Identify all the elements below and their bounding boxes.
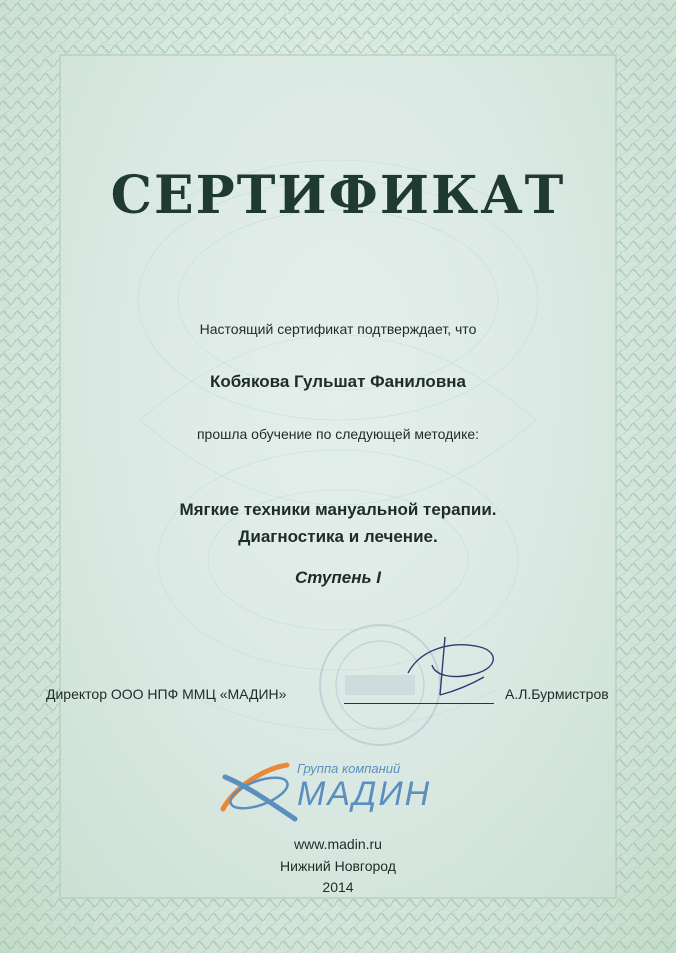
course-title-line-2: Диагностика и лечение. xyxy=(238,527,438,546)
orbit-logo-icon xyxy=(215,757,300,825)
company-logo xyxy=(215,757,455,827)
handwritten-signature xyxy=(400,625,510,705)
course-title-line-1: Мягкие техники мануальной терапии. xyxy=(179,500,497,519)
logo-brand-text: МАДИН xyxy=(297,775,432,813)
website: www.madin.ru xyxy=(294,836,382,852)
city: Нижний Новгород xyxy=(280,858,396,874)
signer-name: А.Л.Бурмистров xyxy=(505,686,609,702)
confirmation-text: Настоящий сертификат подтверждает, что xyxy=(199,321,477,337)
course-level: Ступень I xyxy=(294,568,382,587)
certificate-title: СЕРТИФИКАТ xyxy=(110,165,566,226)
year: 2014 xyxy=(322,879,354,895)
training-text: прошла обучение по следующей методике: xyxy=(196,426,480,442)
recipient-name: Кобякова Гульшат Фаниловна xyxy=(210,372,466,391)
logo-group-text: Группа компаний xyxy=(297,761,401,776)
director-position: Директор ООО НПФ ММЦ «МАДИН» xyxy=(46,686,287,702)
signature-line xyxy=(344,703,494,704)
